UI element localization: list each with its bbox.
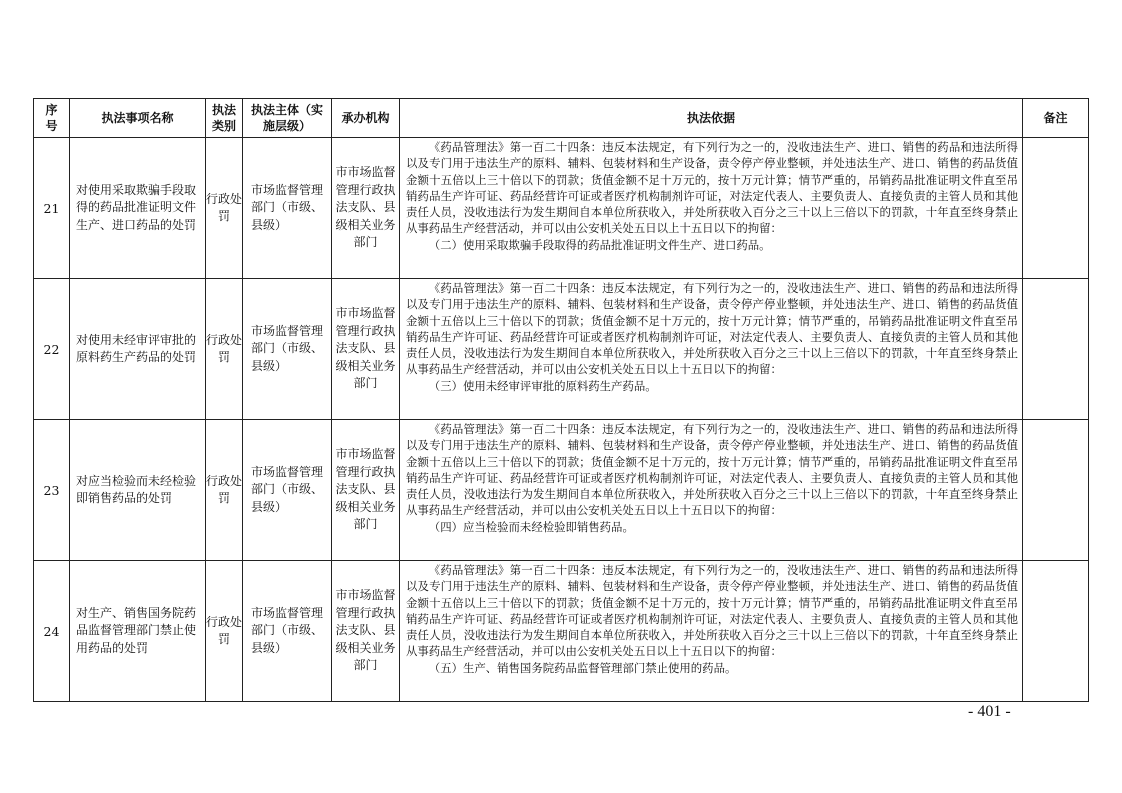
legal-basis bbox=[400, 279, 1023, 420]
legal-basis bbox=[400, 420, 1023, 561]
legal-basis bbox=[400, 138, 1023, 279]
handling-agency: 市市场监督管理行政执法支队、县级相关业务部门 bbox=[332, 279, 400, 420]
legal-basis-item: （三）使用未经审评审批的原料药生产药品。 bbox=[428, 378, 657, 393]
legal-basis-item: （四）应当检验而未经检验即销售药品。 bbox=[428, 519, 634, 534]
enforcement-category: 行政处罚 bbox=[206, 138, 243, 279]
legal-basis-main: 《药品管理法》第一百二十四条：违反本法规定，有下列行为之一的，没收违法生产、进口、销售的药品和违法所得以及专门用于违法生产的原料、辅料、包装材料和生产设备，责令停产停业整顿，并处违法生产、进口、销售的药品货值金额十五倍以上三十倍以下的罚款；货值金额不足十万元的，按十万元计算；情节严重的，吊销药品批准证明文件直至吊销药品生产许可证、药品经营许可证或者医疗机构制剂许可证，对法定代表人、主要负责人、直接负责的主管人员和其他责任人员，没收违法行为发生期间自本单位所获收入，并处所获收入百分之三十以上三倍以下的罚款，十年直至终身禁止从事药品生产经营活动，并可以由公安机关处五日以上十五日以下的拘留： bbox=[406, 140, 1018, 236]
enforcement-category: 行政处罚 bbox=[206, 279, 243, 420]
matter-name: 对生产、销售国务院药品监督管理部门禁止使用药品的处罚 bbox=[70, 561, 206, 702]
remark-cell bbox=[1023, 138, 1089, 279]
table-row bbox=[34, 279, 1089, 420]
enforcement-subject: 市场监督管理部门（市级、县级） bbox=[243, 138, 332, 279]
row-number: 23 bbox=[34, 420, 70, 561]
table-row bbox=[34, 138, 1089, 279]
legal-basis bbox=[400, 561, 1023, 702]
table-row bbox=[34, 420, 1089, 561]
header-category: 执法类别 bbox=[206, 99, 243, 138]
header-basis: 执法依据 bbox=[400, 99, 1023, 138]
matter-name: 对使用未经审评审批的原料药生产药品的处罚 bbox=[70, 279, 206, 420]
row-number: 22 bbox=[34, 279, 70, 420]
row-number: 24 bbox=[34, 561, 70, 702]
enforcement-subject: 市场监督管理部门（市级、县级） bbox=[243, 279, 332, 420]
header-org: 承办机构 bbox=[332, 99, 400, 138]
remark-cell bbox=[1023, 420, 1089, 561]
header-row bbox=[34, 99, 1089, 138]
enforcement-subject: 市场监督管理部门（市级、县级） bbox=[243, 561, 332, 702]
legal-basis-main: 《药品管理法》第一百二十四条：违反本法规定，有下列行为之一的，没收违法生产、进口、销售的药品和违法所得以及专门用于违法生产的原料、辅料、包装材料和生产设备，责令停产停业整顿，并处违法生产、进口、销售的药品货值金额十五倍以上三十倍以下的罚款；货值金额不足十万元的，按十万元计算；情节严重的，吊销药品批准证明文件直至吊销药品生产许可证、药品经营许可证或者医疗机构制剂许可证，对法定代表人、主要负责人、直接负责的主管人员和其他责任人员，没收违法行为发生期间自本单位所获收入，并处所获收入百分之三十以上三倍以下的罚款，十年直至终身禁止从事药品生产经营活动，并可以由公安机关处五日以上十五日以下的拘留： bbox=[406, 281, 1018, 377]
handling-agency: 市市场监督管理行政执法支队、县级相关业务部门 bbox=[332, 561, 400, 702]
enforcement-category: 行政处罚 bbox=[206, 420, 243, 561]
matter-name: 对应当检验而未经检验即销售药品的处罚 bbox=[70, 420, 206, 561]
header-num: 序号 bbox=[34, 99, 70, 138]
enforcement-category: 行政处罚 bbox=[206, 561, 243, 702]
enforcement-subject: 市场监督管理部门（市级、县级） bbox=[243, 420, 332, 561]
header-remark: 备注 bbox=[1023, 99, 1089, 138]
handling-agency: 市市场监督管理行政执法支队、县级相关业务部门 bbox=[332, 420, 400, 561]
matter-name: 对使用采取欺骗手段取得的药品批准证明文件生产、进口药品的处罚 bbox=[70, 138, 206, 279]
legal-basis-item: （二）使用采取欺骗手段取得的药品批准证明文件生产、进口药品。 bbox=[428, 237, 771, 252]
page-number: - 401 - bbox=[968, 703, 1011, 720]
row-number: 21 bbox=[34, 138, 70, 279]
legal-basis-main: 《药品管理法》第一百二十四条：违反本法规定，有下列行为之一的，没收违法生产、进口、销售的药品和违法所得以及专门用于违法生产的原料、辅料、包装材料和生产设备，责令停产停业整顿，并处违法生产、进口、销售的药品货值金额十五倍以上三十倍以下的罚款；货值金额不足十万元的，按十万元计算；情节严重的，吊销药品批准证明文件直至吊销药品生产许可证、药品经营许可证或者医疗机构制剂许可证，对法定代表人、主要负责人、直接负责的主管人员和其他责任人员，没收违法行为发生期间自本单位所获收入，并处所获收入百分之三十以上三倍以下的罚款，十年直至终身禁止从事药品生产经营活动，并可以由公安机关处五日以上十五日以下的拘留： bbox=[406, 422, 1018, 518]
header-name: 执法事项名称 bbox=[70, 99, 206, 138]
handling-agency: 市市场监督管理行政执法支队、县级相关业务部门 bbox=[332, 138, 400, 279]
remark-cell bbox=[1023, 561, 1089, 702]
remark-cell bbox=[1023, 279, 1089, 420]
legal-basis-main: 《药品管理法》第一百二十四条：违反本法规定，有下列行为之一的，没收违法生产、进口、销售的药品和违法所得以及专门用于违法生产的原料、辅料、包装材料和生产设备，责令停产停业整顿，并处违法生产、进口、销售的药品货值金额十五倍以上三十倍以下的罚款；货值金额不足十万元的，按十万元计算；情节严重的，吊销药品批准证明文件直至吊销药品生产许可证、药品经营许可证或者医疗机构制剂许可证，对法定代表人、主要负责人、直接负责的主管人员和其他责任人员，没收违法行为发生期间自本单位所获收入，并处所获收入百分之三十以上三倍以下的罚款，十年直至终身禁止从事药品生产经营活动，并可以由公安机关处五日以上十五日以下的拘留： bbox=[406, 563, 1018, 659]
legal-basis-item: （五）生产、销售国务院药品监督管理部门禁止使用的药品。 bbox=[428, 660, 737, 675]
enforcement-table bbox=[33, 98, 1089, 702]
header-subject: 执法主体（实施层级） bbox=[243, 99, 332, 138]
table-row bbox=[34, 561, 1089, 702]
